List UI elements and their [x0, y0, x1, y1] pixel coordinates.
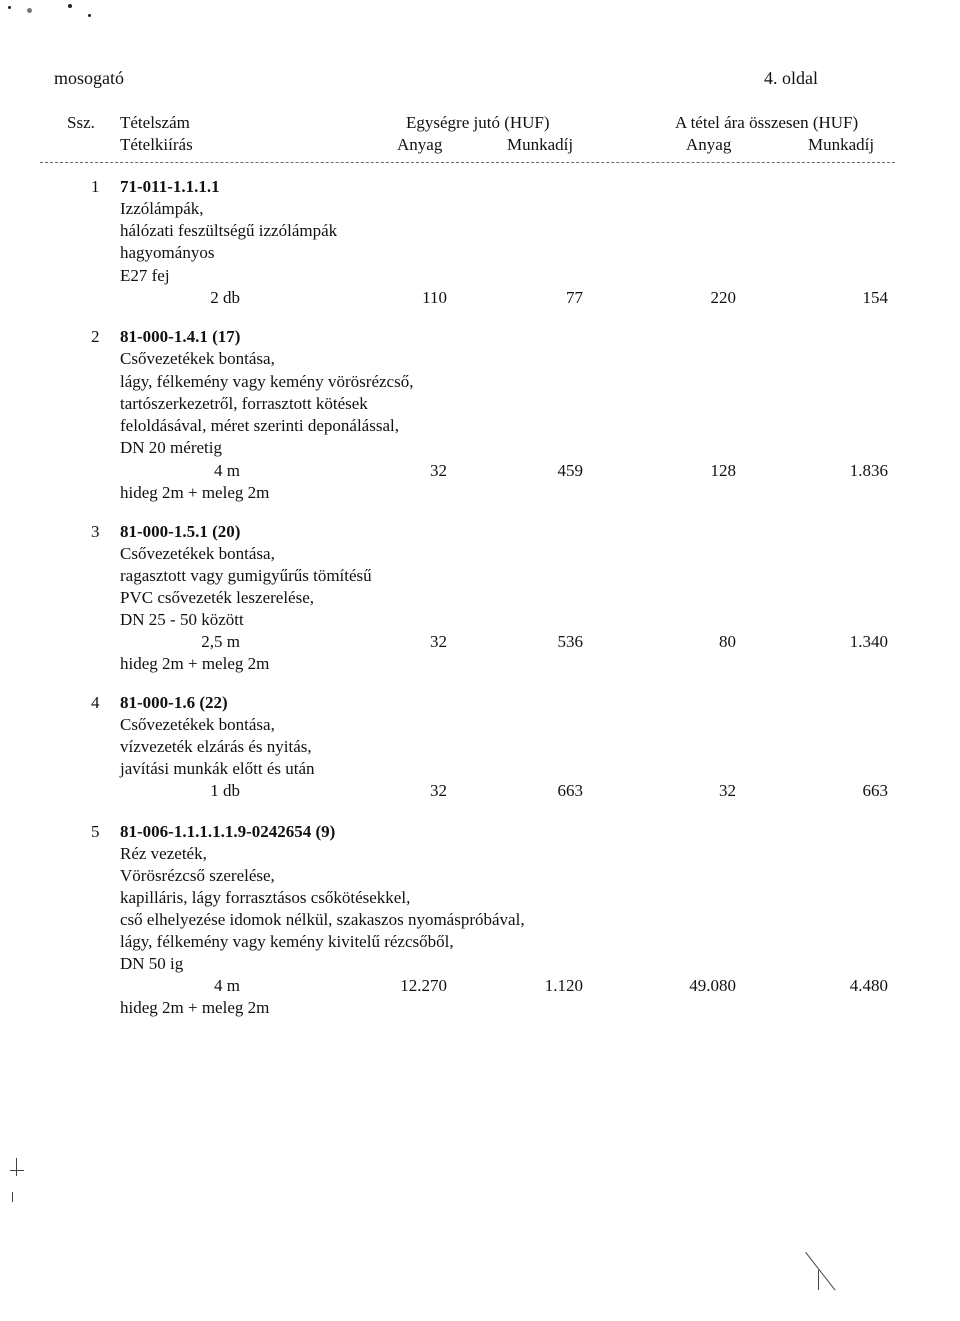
item-description-line: hálózati feszültségű izzólámpák	[120, 221, 338, 240]
scan-mark	[10, 1170, 24, 1171]
item-description-line: DN 50 ig	[120, 954, 184, 973]
item-number: 3	[91, 522, 100, 541]
col-unit-labor: Munkadíj	[507, 135, 574, 154]
item-description-line: DN 25 - 50 között	[120, 610, 244, 629]
item-description-line: DN 20 méretig	[120, 438, 222, 457]
scan-speck	[68, 4, 72, 8]
header-divider	[40, 162, 895, 163]
item-note: hideg 2m + meleg 2m	[120, 654, 270, 673]
total-labor-price: 154	[862, 288, 888, 307]
total-labor-price: 4.480	[849, 976, 888, 995]
item-description-line: ragasztott vagy gumigyűrűs tömítésű	[120, 566, 372, 585]
item-description-line: tartószerkezetről, forrasztott kötések	[120, 394, 368, 413]
item-description-line: feloldásával, méret szerinti deponálással,	[120, 416, 399, 435]
col-total-group: A tétel ára összesen (HUF)	[675, 113, 859, 132]
item-number: 1	[91, 177, 100, 196]
total-labor-price: 663	[862, 781, 888, 800]
total-labor-price: 1.836	[849, 461, 888, 480]
total-material-price: 220	[710, 288, 736, 307]
unit-material-price: 32	[430, 781, 447, 800]
unit-material-price: 32	[430, 461, 447, 480]
item-note: hideg 2m + meleg 2m	[120, 483, 270, 502]
item-description-line: kapilláris, lágy forrasztásos csőkötésekkel,	[120, 888, 411, 907]
scan-mark	[16, 1158, 17, 1176]
total-material-price: 49.080	[689, 976, 736, 995]
total-material-price: 128	[710, 461, 736, 480]
item-description-line: vízvezeték elzárás és nyitás,	[120, 737, 312, 756]
total-material-price: 80	[719, 632, 736, 651]
unit-material-price: 12.270	[400, 976, 447, 995]
unit-labor-price: 663	[557, 781, 583, 800]
item-description-line: Izzólámpák,	[120, 199, 204, 218]
item-description-line: hagyományos	[120, 243, 215, 262]
item-quantity: 4 m	[214, 976, 240, 995]
item-quantity: 4 m	[214, 461, 240, 480]
col-tetelkiiras: Tételkiírás	[120, 135, 193, 154]
scan-speck	[88, 14, 91, 17]
total-material-price: 32	[719, 781, 736, 800]
item-quantity: 1 db	[210, 781, 240, 800]
item-description-line: Csővezetékek bontása,	[120, 544, 275, 563]
unit-labor-price: 77	[566, 288, 583, 307]
col-ssz: Ssz.	[67, 113, 95, 132]
item-description-line: Csővezetékek bontása,	[120, 715, 275, 734]
item-code: 81-000-1.5.1 (20)	[120, 522, 241, 541]
scan-mark	[805, 1252, 835, 1290]
item-description-line: PVC csővezeték leszerelése,	[120, 588, 314, 607]
item-number: 2	[91, 327, 100, 346]
item-number: 4	[91, 693, 100, 712]
item-description-line: E27 fej	[120, 266, 170, 285]
col-total-material: Anyag	[686, 135, 732, 154]
item-code: 71-011-1.1.1.1	[120, 177, 220, 196]
col-total-labor: Munkadíj	[808, 135, 875, 154]
scan-mark	[12, 1192, 13, 1202]
scan-mark	[818, 1270, 819, 1290]
col-unit-material: Anyag	[397, 135, 443, 154]
item-description-line: Réz vezeték,	[120, 844, 207, 863]
unit-labor-price: 459	[557, 461, 583, 480]
col-unit-price-group: Egységre jutó (HUF)	[406, 113, 550, 132]
item-code: 81-000-1.6 (22)	[120, 693, 228, 712]
unit-labor-price: 536	[557, 632, 583, 651]
item-description-line: Vörösrézcső szerelése,	[120, 866, 275, 885]
item-note: hideg 2m + meleg 2m	[120, 998, 270, 1017]
unit-material-price: 32	[430, 632, 447, 651]
col-tetelszam: Tételszám	[120, 113, 190, 132]
scan-speck	[27, 8, 32, 13]
item-quantity: 2,5 m	[201, 632, 240, 651]
page-number: 4. oldal	[764, 68, 818, 88]
total-labor-price: 1.340	[849, 632, 888, 651]
item-description-line: cső elhelyezése idomok nélkül, szakaszos nyomáspróbával,	[120, 910, 525, 929]
item-description-line: Csővezetékek bontása,	[120, 349, 275, 368]
scan-speck	[8, 6, 11, 9]
unit-material-price: 110	[422, 288, 447, 307]
document-title: mosogató	[54, 68, 124, 88]
item-number: 5	[91, 822, 100, 841]
item-code: 81-006-1.1.1.1.1.9-0242654 (9)	[120, 822, 336, 841]
item-description-line: lágy, félkemény vagy kemény kivitelű rézcsőből,	[120, 932, 454, 951]
unit-labor-price: 1.120	[544, 976, 583, 995]
item-quantity: 2 db	[210, 288, 240, 307]
item-description-line: javítási munkák előtt és után	[120, 759, 315, 778]
item-description-line: lágy, félkemény vagy kemény vörösrézcső,	[120, 372, 414, 391]
item-code: 81-000-1.4.1 (17)	[120, 327, 241, 346]
